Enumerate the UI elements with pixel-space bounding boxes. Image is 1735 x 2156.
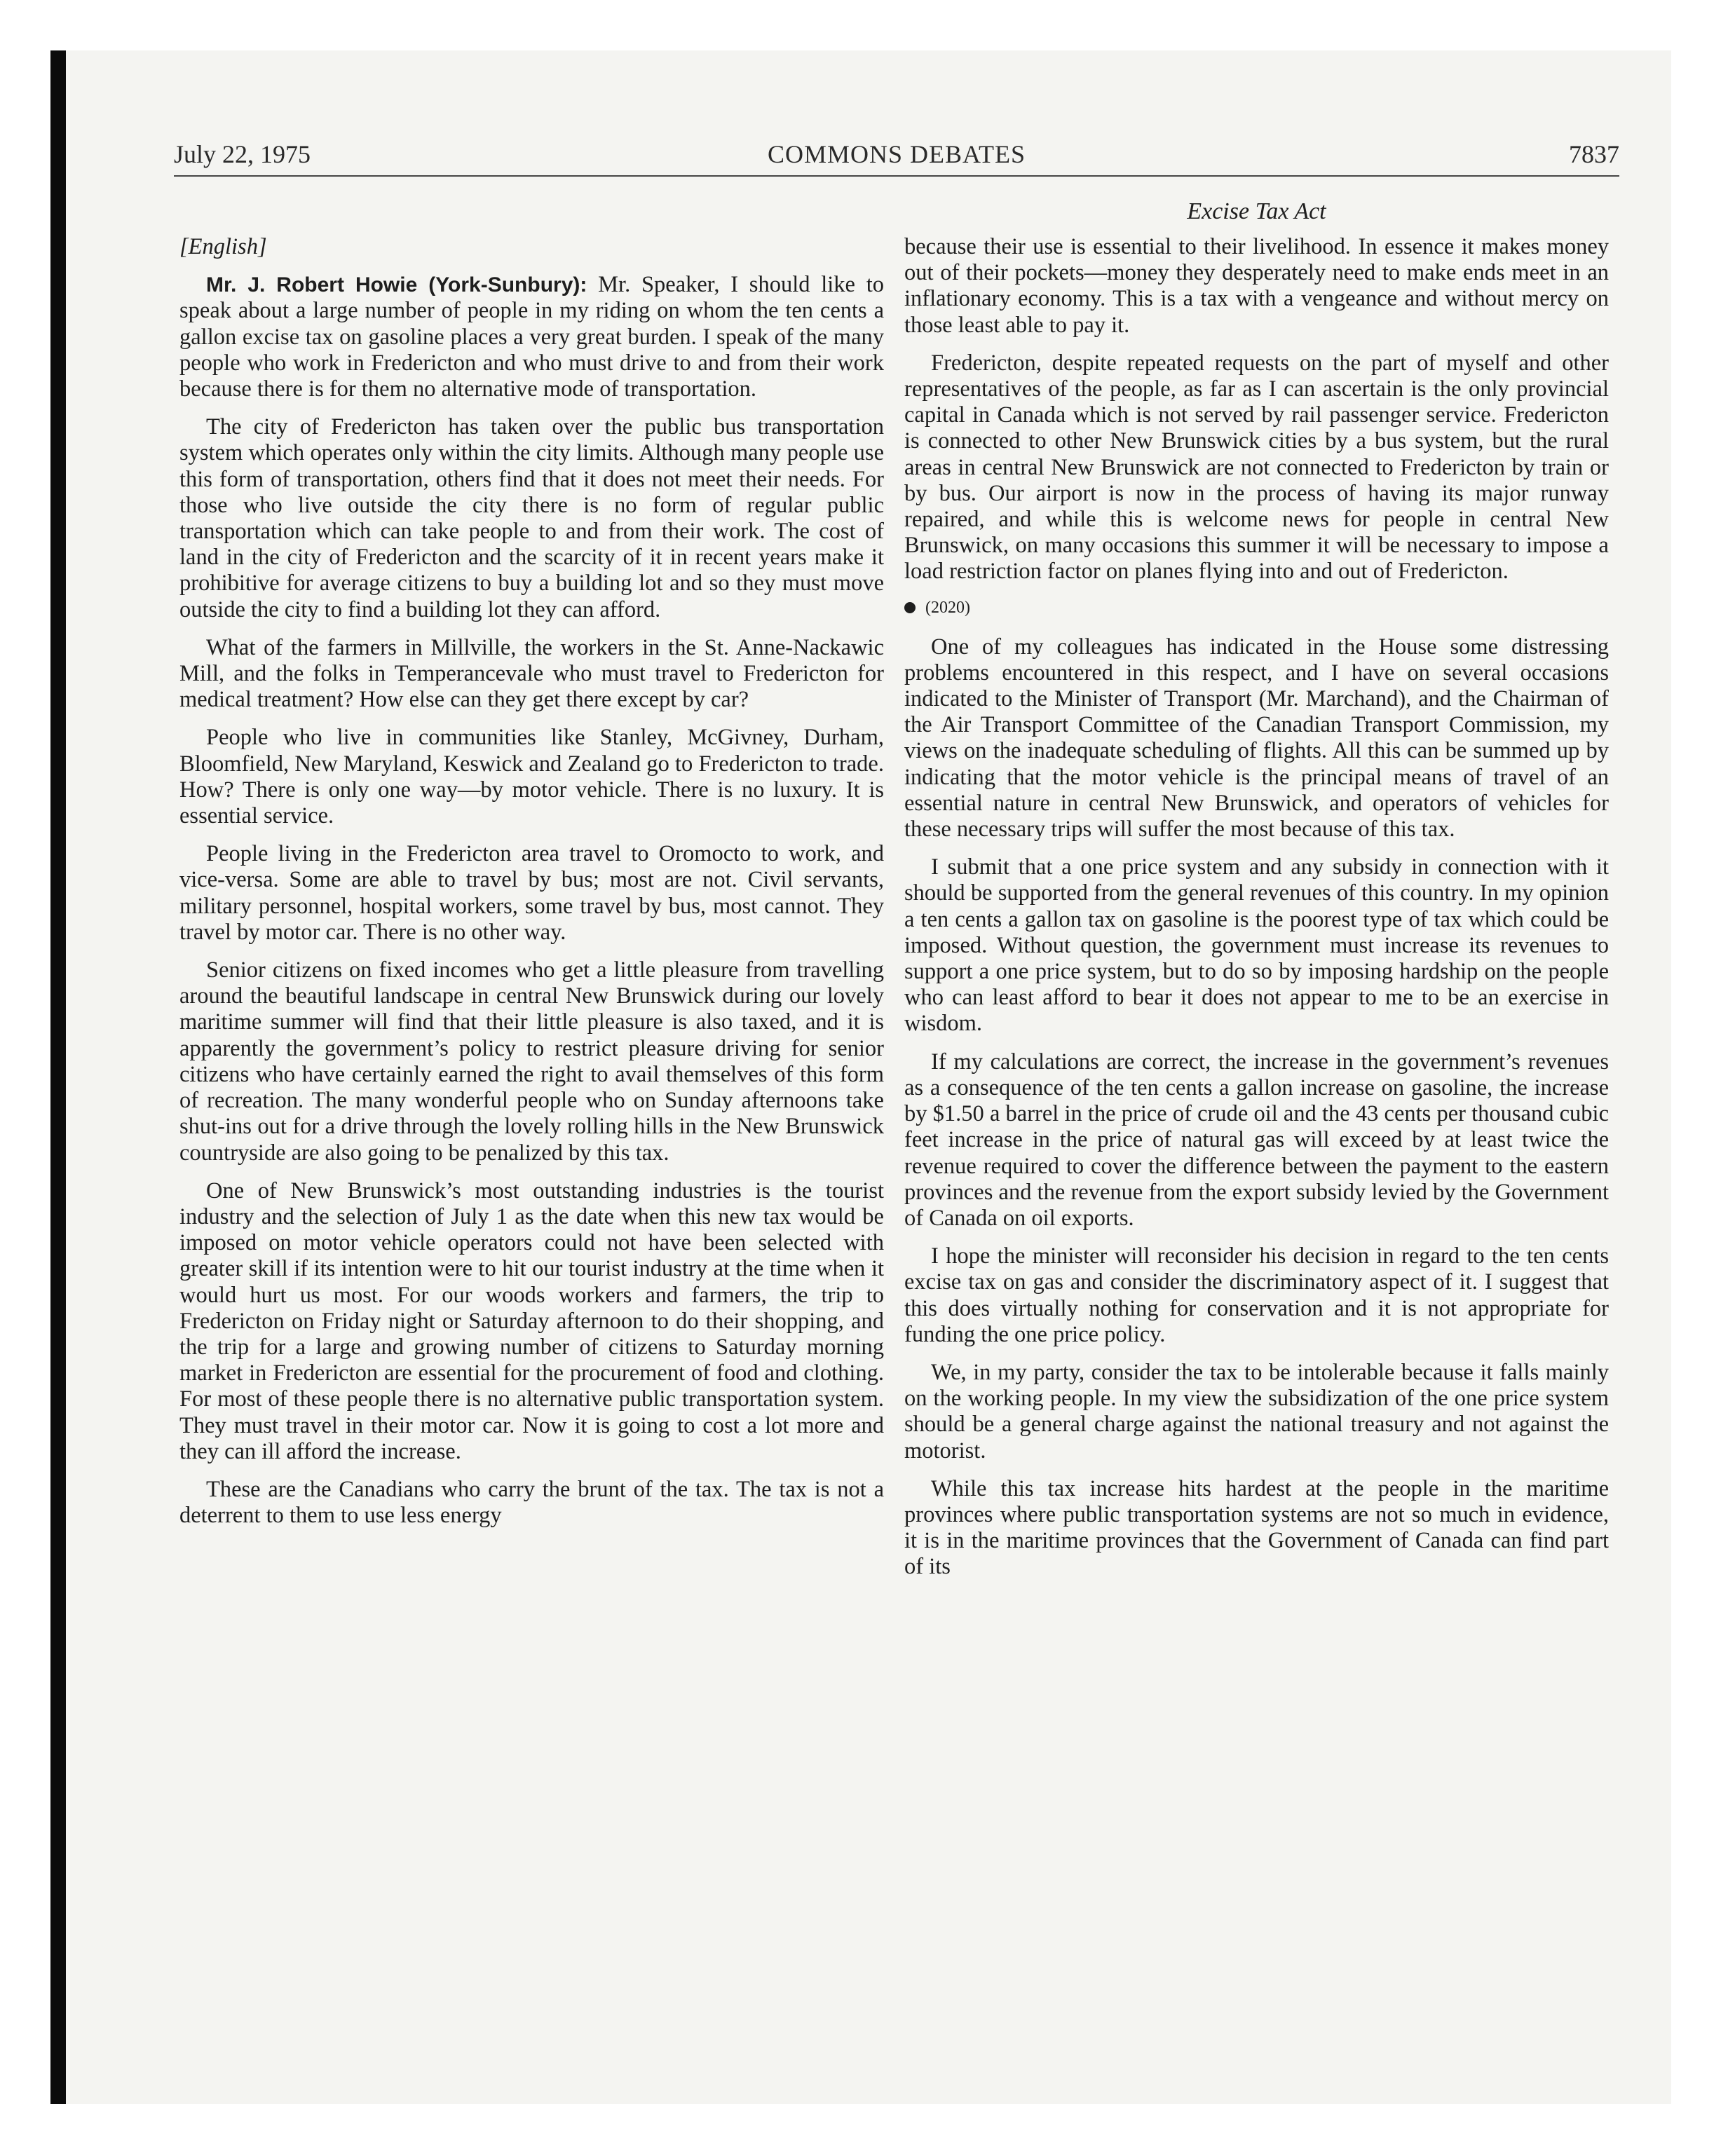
time-marker [904, 598, 1609, 618]
speaker-name: Mr. J. Robert Howie (York-Sunbury): [206, 273, 587, 297]
paragraph: If my calculations are correct, the increase in the government’s revenues as a consequence of the ten cents a gallon increase on gasoline, the increase by $1.50 a barrel in the price of crude oil and the 43 cents per thousand cubic feet increase in the price of natural gas will exceed by at least twice the revenue required to cover the difference between the payment to the eastern provinces and the revenue from the export subsidy levied by the Government of Canada on oil exports. [904, 1049, 1609, 1231]
scan-edge-bar [50, 50, 66, 2104]
page-header [174, 139, 1619, 177]
paragraph [179, 272, 884, 402]
time-marker-label: (2020) [925, 598, 970, 617]
paragraph: People living in the Fredericton area travel to Oromocto to work, and vice-versa. Some are able to travel by bus; most are not. Civil servants, military personnel, hospital workers, some travel by bus, most cannot. They travel by motor car. There is no other way. [179, 841, 884, 945]
paragraph: While this tax increase hits hardest at the people in the maritime provinces where public transportation systems are not so much in evidence, it is in the maritime provinces that the Government of Canada can find part of its [904, 1475, 1609, 1580]
header-page-number: 7837 [1569, 140, 1619, 168]
paragraph: I hope the minister will reconsider his decision in regard to the ten cents excise tax on gas and consider the discriminatory aspect of it. I suggest that this does virtually nothing for conservation and it is not appropriate for funding the one price policy. [904, 1243, 1609, 1347]
right-column [904, 234, 1609, 1592]
paragraph: Senior citizens on fixed incomes who get a little pleasure from travelling around the beautiful landscape in central New Brunswick during our lovely maritime summer will find that their little pleasure is also taxed, and it is apparently the government’s policy to restrict pleasure driving for senior citizens who have certainly earned the right to avail themselves of this form of recreation. The many wonderful people who on Sunday afternoons take shut-ins out for a drive through the lovely rolling hills in the New Brunswick countryside are also going to be penalized by this tax. [179, 957, 884, 1166]
bullet-dot-icon [904, 602, 916, 613]
paragraph: What of the farmers in Millville, the workers in the St. Anne-Nackawic Mill, and the folks in Temperancevale who must travel to Fredericton for medical treatment? How else can they get there except by car? [179, 634, 884, 713]
paragraph: One of New Brunswick’s most outstanding industries is the tourist industry and the selection of July 1 as the date when this new tax would be imposed on motor vehicle operators could not have been selected with greater skill if its intention were to hit our tourist industry at the time when it would hurt us most. For our woods workers and farmers, the trip to Fredericton on Friday night or Saturday afternoon to do their shopping, and the trip for a large and growing number of citizens to Saturday morning market in Fredericton are essential for the procurement of food and clothing. For most of these people there is no alternative public transportation system. They must travel in their motor car. Now it is going to cost a lot more and they can ill afford the increase. [179, 1178, 884, 1464]
language-tag: [English] [179, 234, 267, 259]
paragraph: Fredericton, despite repeated requests on the part of myself and other representatives of the people, as far as I can ascertain is the only provincial capital in Canada which is not served by rail passenger service. Fredericton is connected to other New Brunswick cities by a bus system, but the rural areas in central New Brunswick are not connected to Fredericton by train or by bus. Our airport is now in the process of having its major runway repaired, and while this is welcome news for people in central New Brunswick, on many occasions this summer it will be necessary to impose a load restriction factor on planes flying into and out of Fredericton. [904, 350, 1609, 585]
paragraph: One of my colleagues has indicated in the House some distressing problems encountered in this respect, and I have on several occasions indicated to the Minister of Transport (Mr. Marchand), and the Chairman of the Air Transport Committee of the Canadian Transport Commission, my views on the inadequate scheduling of flights. All this can be summed up by indicating that the motor vehicle is the principal means of travel of an essential nature in central New Brunswick, and operators of vehicles for these necessary trips will suffer the most because of this tax. [904, 634, 1609, 842]
paragraph: I submit that a one price system and any subsidy in connection with it should be supported from the general revenues of this country. In my opinion a ten cents a gallon tax on gasoline is the poorest type of tax which could be imposed. Without question, the government must increase its revenues to support a one price system, but to do so by imposing hardship on the people who can least afford to bear it does not appear to me to be an exercise in wisdom. [904, 854, 1609, 1037]
paragraph: The city of Fredericton has taken over the public bus transportation system which operates only within the city limits. Although many people use this form of transportation, others find that it does not meet their needs. For those who live outside the city there is no form of regular public transportation which can take people to and from their work. The cost of land in the city of Fredericton and the scarcity of it in recent years make it prohibitive for average citizens to buy a building lot and so they must move outside the city to find a building lot they can afford. [179, 414, 884, 622]
paragraph: These are the Canadians who carry the brunt of the tax. The tax is not a deterrent to them to use less energy [179, 1476, 884, 1529]
paragraph: because their use is essential to their livelihood. In essence it makes money out of their pockets—money they desperately need to make ends meet in an inflationary economy. This is a tax with a vengeance and without mercy on those least able to pay it. [904, 234, 1609, 338]
left-column [179, 234, 884, 1541]
running-head: Excise Tax Act [1187, 198, 1326, 224]
paragraph-text: Mr. Speaker, I should like to speak about a large number of people in my riding on whom the ten cents a gallon excise tax on gasoline places a very great burden. I speak of the many people who work in Fredericton and who must drive to and from their work because there is for them no alternative mode of transportation. [179, 272, 885, 402]
header-date: July 22, 1975 [174, 140, 311, 168]
paragraph: We, in my party, consider the tax to be intolerable because it falls mainly on the working people. In my view the subsidization of the one price system should be a general charge against the national treasury and not against the motorist. [904, 1359, 1609, 1464]
paragraph: People who live in communities like Stanley, McGivney, Durham, Bloomfield, New Maryland, Keswick and Zealand go to Fredericton to trade. How? There is only one way—by motor vehicle. There is no luxury. It is essential service. [179, 725, 884, 829]
header-title: COMMONS DEBATES [767, 140, 1026, 168]
